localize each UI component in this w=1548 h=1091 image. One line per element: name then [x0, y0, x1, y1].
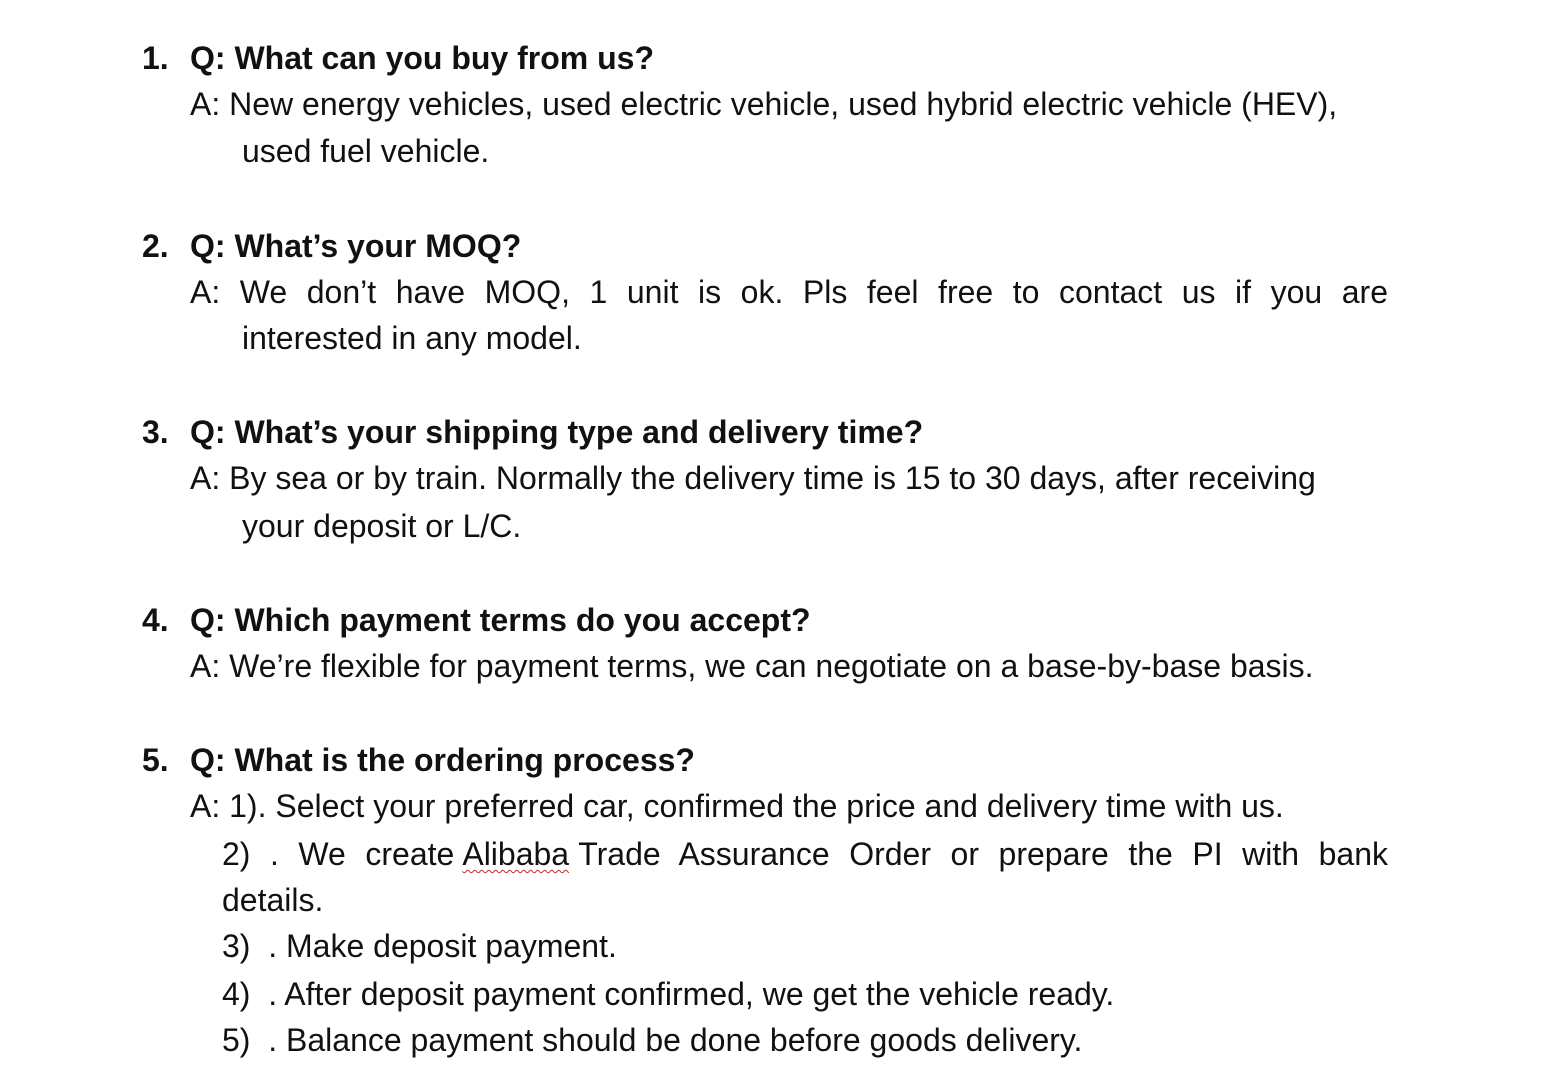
- faq-3-answer-line1: A: By sea or by train. Normally the delivery time is 15 to 30 days, after receiving: [190, 460, 1316, 496]
- faq-2-question: Q: What’s your MOQ?: [190, 228, 522, 264]
- faq-1-answer-line2: used fuel vehicle.: [242, 133, 490, 169]
- faq-5-step-4: 4) . After deposit payment confirmed, we get the vehicle ready.: [222, 976, 1115, 1012]
- faq-5-step-2-continued: details.: [222, 882, 324, 918]
- faq-3-question: Q: What’s your shipping type and delivery time?: [190, 414, 924, 450]
- faq-5-step-2-flagged-word: Alibaba: [462, 836, 570, 872]
- faq-5-step-2-after: Trade Assurance Order or prepare the PI with bank: [569, 836, 1389, 872]
- faq-5-step-3: 3) . Make deposit payment.: [222, 928, 617, 964]
- faq-5-number: 5.: [142, 742, 169, 778]
- faq-5-answer-line1: A: 1). Select your preferred car, confirmed the price and delivery time with us.: [190, 788, 1284, 824]
- faq-5-step-5: 5) . Balance payment should be done before goods delivery.: [222, 1022, 1083, 1058]
- faq-5-step-2: [222, 834, 1388, 874]
- faq-1-number: 1.: [142, 40, 169, 76]
- faq-2-answer-line2: interested in any model.: [242, 320, 582, 356]
- faq-2-answer-line1: A: We don’t have MOQ, 1 unit is ok. Pls feel free to contact us if you are: [190, 274, 1388, 310]
- faq-4-question: Q: Which payment terms do you accept?: [190, 602, 811, 638]
- faq-2-number: 2.: [142, 228, 169, 264]
- faq-3-answer-line2: your deposit or L/C.: [242, 508, 522, 544]
- faq-3-number: 3.: [142, 414, 169, 450]
- faq-4-number: 4.: [142, 602, 169, 638]
- faq-1-answer-line1: A: New energy vehicles, used electric vehicle, used hybrid electric vehicle (HEV),: [190, 86, 1338, 122]
- faq-1-question: Q: What can you buy from us?: [190, 40, 655, 76]
- faq-5-question: Q: What is the ordering process?: [190, 742, 695, 778]
- faq-5-step-2-before: 2) . We create: [222, 836, 463, 872]
- faq-4-answer-line1: A: We’re flexible for payment terms, we can negotiate on a base-by-base basis.: [190, 648, 1314, 684]
